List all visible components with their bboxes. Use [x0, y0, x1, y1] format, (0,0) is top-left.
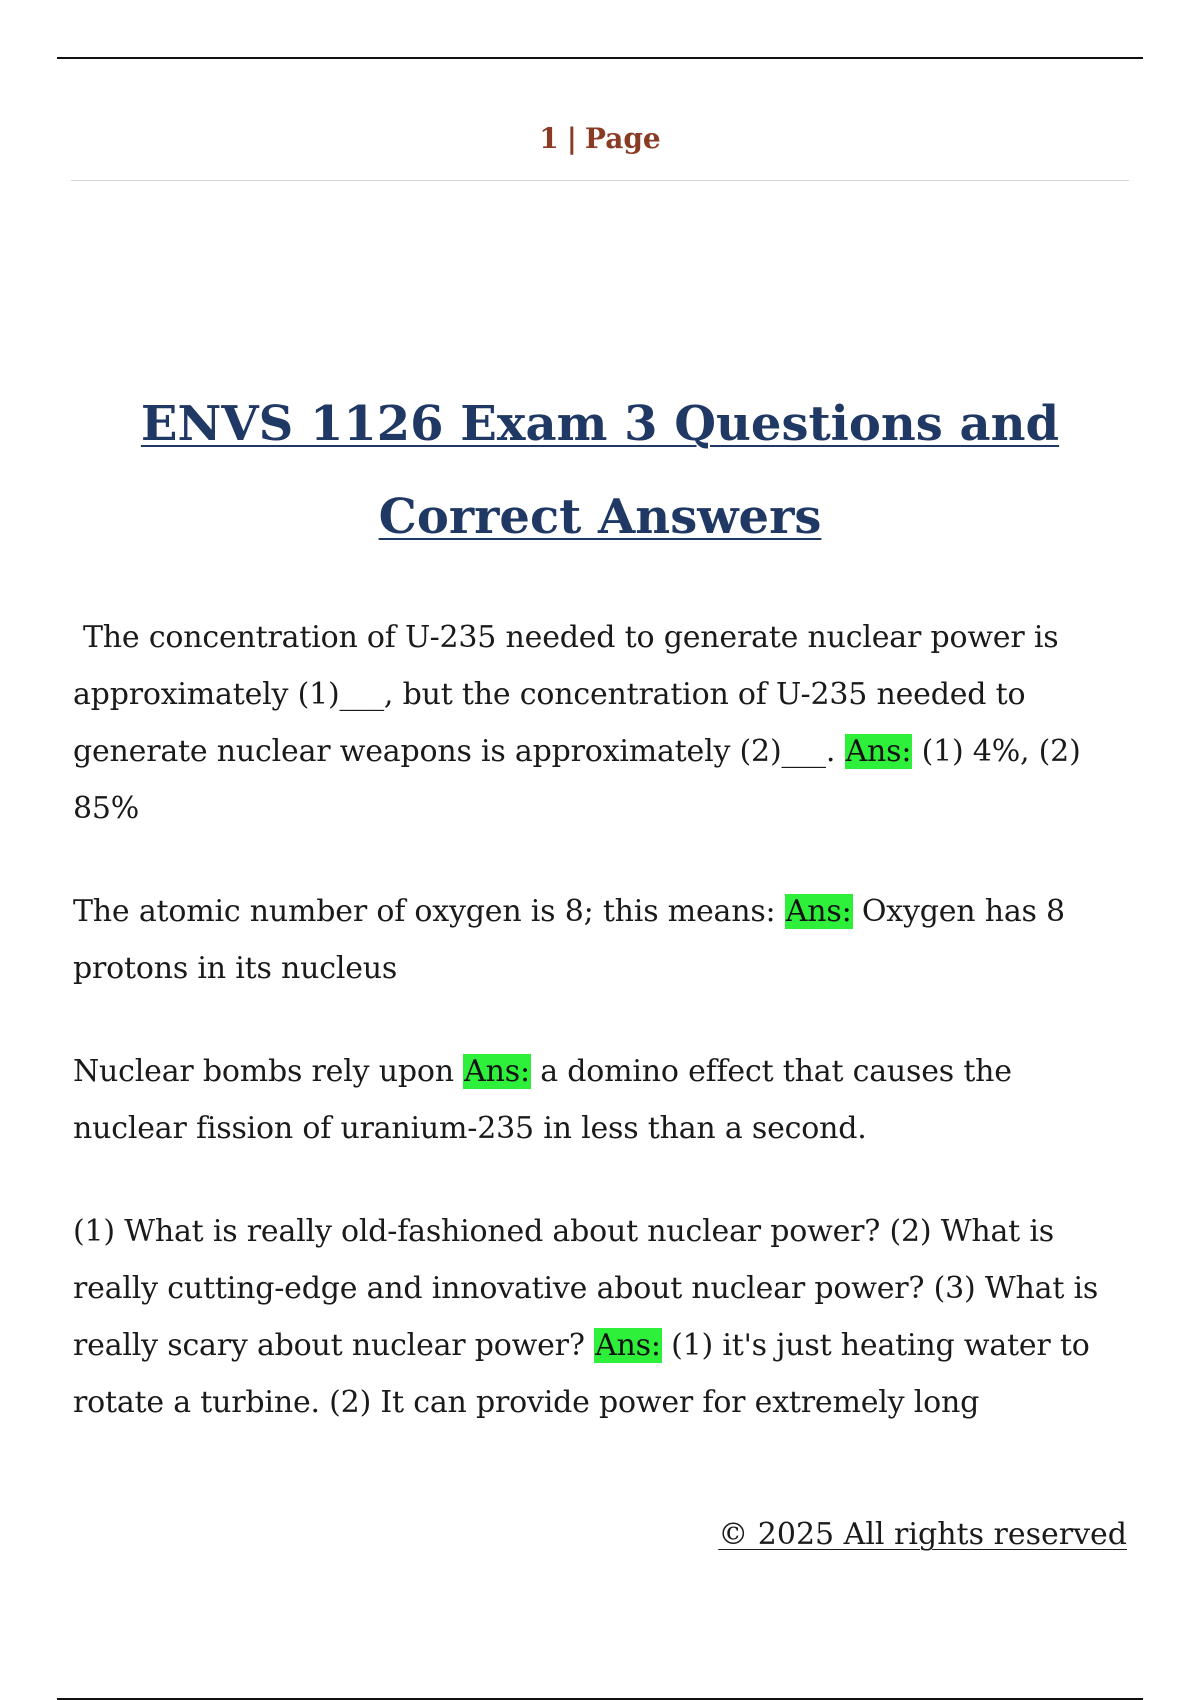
page-label: Page — [584, 122, 661, 155]
document-title: ENVS 1126 Exam 3 Questions and Correct Answers — [140, 396, 1060, 545]
header-divider — [71, 180, 1129, 181]
qa-item — [73, 609, 1133, 837]
answer-label: Ans: — [595, 1328, 661, 1363]
answer-label: Ans: — [464, 1054, 530, 1089]
answer-label: Ans: — [785, 894, 852, 929]
page-separator: | — [566, 122, 577, 155]
page-number: 1 — [539, 122, 559, 155]
copyright-footer: © 2025 All rights reserved — [718, 1517, 1127, 1552]
answer-text: (1) it's just heating water to rotate a turbine. (2) It can provide power for extremely long — [73, 1328, 1090, 1420]
question-text: The atomic number of oxygen is 8; this means: — [73, 894, 776, 929]
answer-label: Ans: — [845, 734, 912, 769]
question-text: Nuclear bombs rely upon — [73, 1054, 454, 1089]
top-rule — [57, 57, 1143, 59]
question-text: (1) What is really old-fashioned about nuclear power? (2) What is really cutting-edge and innovative about nuclear power? (3) What is really scary about nuclear power? — [73, 1214, 1099, 1363]
question-text: The concentration of U-235 needed to generate nuclear power is approximately (1)___, but the concentration of U-235 needed to generate nuclear weapons is approximately (2)___. — [73, 620, 1059, 769]
answer-text: (1) 4%, (2) 85% — [73, 734, 1081, 826]
qa-list — [73, 609, 1133, 1477]
answer-text: Oxygen has 8 protons in its nucleus — [73, 894, 1065, 986]
answer-text: a domino effect that causes the nuclear fission of uranium-235 in less than a second. — [73, 1054, 1012, 1146]
qa-item — [73, 1043, 1133, 1157]
page-number-header — [71, 122, 1129, 155]
qa-item — [73, 1203, 1133, 1431]
qa-item — [73, 883, 1133, 997]
